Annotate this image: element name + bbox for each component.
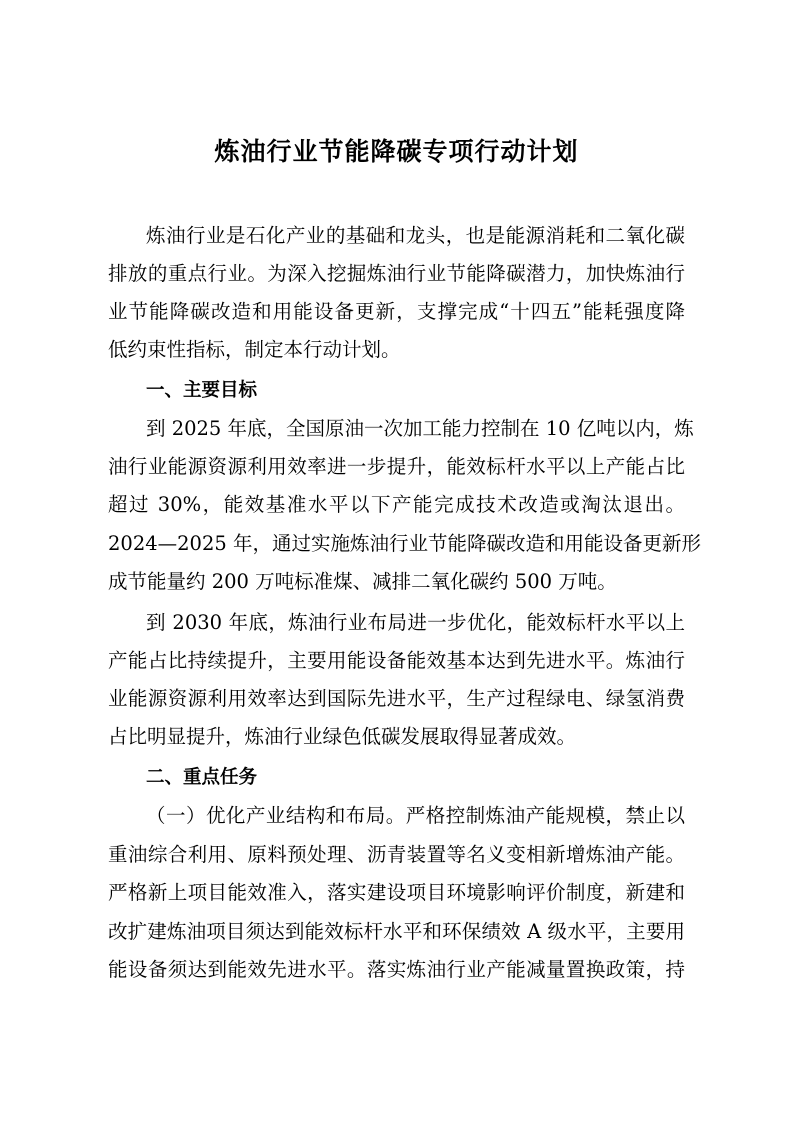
paragraph-line: 排放的重点行业。为深入挖掘炼油行业节能降碳潜力，加快炼油行 [108, 262, 685, 285]
paragraph-line: 重油综合利用、原料预处理、沥青装置等名义变相新增炼油产能。 [108, 843, 685, 866]
paragraph-line: 改扩建炼油项目须达到能效标杆水平和环保绩效 A 级水平，主要用 [108, 920, 685, 943]
paragraph-line: 炼油行业是石化产业的基础和龙头，也是能源消耗和二氧化碳 [146, 224, 685, 247]
paragraph-line: 占比明显提升，炼油行业绿色低碳发展取得显著成效。 [108, 725, 577, 748]
paragraph-line: 油行业能源资源利用效率进一步提升，能效标杆水平以上产能占比 [108, 455, 685, 478]
document-title: 炼油行业节能降碳专项行动计划 [214, 137, 579, 166]
paragraph-line: 业节能降碳改造和用能设备更新，支撑完成“十四五”能耗强度降 [108, 300, 685, 323]
paragraph-line: 成节能量约 200 万吨标准煤、减排二氧化碳约 500 万吨。 [108, 570, 617, 593]
paragraph-line: 到 2030 年底，炼油行业布局进一步优化，能效标杆水平以上 [146, 611, 685, 634]
paragraph-line: 超过 30%，能效基准水平以下产能完成技术改造或淘汰退出。 [108, 493, 685, 516]
paragraph-line: 产能占比持续提升，主要用能设备能效基本达到先进水平。炼油行 [108, 649, 685, 672]
paragraph-line: 业能源资源利用效率达到国际先进水平，生产过程绿电、绿氢消费 [108, 687, 685, 710]
section-heading-main-goals: 一、主要目标 [146, 380, 258, 401]
paragraph-line: （一）优化产业结构和布局。严格控制炼油产能规模，禁止以 [146, 804, 685, 827]
paragraph-line: 低约束性指标，制定本行动计划。 [108, 338, 401, 361]
paragraph-line: 严格新上项目能效准入，落实建设项目环境影响评价制度，新建和 [108, 881, 685, 904]
paragraph-line: 能设备须达到能效先进水平。落实炼油行业产能减量置换政策，持 [108, 958, 685, 981]
paragraph-line: 到 2025 年底，全国原油一次加工能力控制在 10 亿吨以内，炼 [146, 417, 694, 440]
section-heading-key-tasks: 二、重点任务 [146, 767, 258, 788]
paragraph-line: 2024—2025 年，通过实施炼油行业节能降碳改造和用能设备更新形 [108, 532, 701, 555]
